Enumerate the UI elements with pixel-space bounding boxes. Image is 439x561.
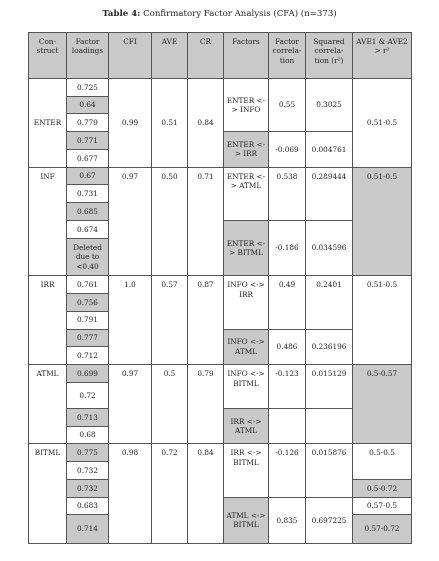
- correlation-cell: 0.49: [269, 276, 306, 329]
- loading-cell: 0.725: [67, 78, 109, 96]
- correlation-cell: 0.538: [269, 167, 306, 220]
- squared-correlation-cell: 0.2401: [306, 276, 353, 329]
- cfi-cell: 0.97: [109, 365, 152, 444]
- header-ave-comparison: AVE1 & AVE2 > r²: [353, 33, 412, 79]
- correlation-cell: 0.486: [269, 329, 306, 365]
- header-cr: CR: [188, 33, 224, 79]
- factors-cell: INFO <-> BITML: [224, 365, 269, 409]
- squared-correlation-cell: 0.015876: [306, 444, 353, 497]
- loading-cell: 0.756: [67, 294, 109, 312]
- header-construct: Con-struct: [29, 33, 67, 79]
- squared-correlation-cell: [306, 408, 353, 444]
- ave-comparison-cell: 0.5-0.72: [353, 479, 412, 497]
- ave-comparison-cell: 0.51-0.5: [353, 167, 412, 276]
- loading-cell: 0.771: [67, 132, 109, 150]
- header-cfi: CFI: [109, 33, 152, 79]
- construct-cell: IRR: [29, 276, 67, 365]
- cfi-cell: 1.0: [109, 276, 152, 365]
- cfi-cell: 0.99: [109, 78, 152, 167]
- ave-comparison-cell: 0.51-0.5: [353, 276, 412, 365]
- loading-cell: 0.761: [67, 276, 109, 294]
- loading-cell: 0.685: [67, 203, 109, 221]
- loading-cell: 0.674: [67, 220, 109, 238]
- table-row: [29, 276, 412, 294]
- caption-label: Table 4:: [102, 9, 141, 19]
- loading-cell: 0.683: [67, 497, 109, 515]
- ave-comparison-cell: 0.5-0.57: [353, 365, 412, 444]
- cr-cell: 0.84: [188, 444, 224, 544]
- factors-cell: INFO <-> ATML: [224, 329, 269, 365]
- correlation-cell: -0.069: [269, 132, 306, 168]
- loading-cell: 0.777: [67, 329, 109, 347]
- loading-cell: 0.699: [67, 365, 109, 383]
- ave-cell: 0.50: [152, 167, 188, 276]
- ave-comparison-cell: 0.57-0.5: [353, 497, 412, 515]
- header-ave: AVE: [152, 33, 188, 79]
- caption-text: Confirmatory Factor Analysis (CFA) (n=373): [143, 9, 337, 19]
- construct-cell: BITML: [29, 444, 67, 544]
- header-row: [29, 33, 412, 79]
- factors-cell: INFO <-> IRR: [224, 276, 269, 329]
- squared-correlation-cell: 0.697225: [306, 497, 353, 543]
- loading-cell: 0.677: [67, 149, 109, 167]
- factors-cell: ENTER <-> INFO: [224, 78, 269, 131]
- squared-correlation-cell: 0.236196: [306, 329, 353, 365]
- cr-cell: 0.71: [188, 167, 224, 276]
- ave-comparison-cell: 0.51-0.5: [353, 78, 412, 167]
- loading-cell: 0.714: [67, 515, 109, 544]
- factors-cell: ENTER <-> ATML: [224, 167, 269, 220]
- ave-cell: 0.72: [152, 444, 188, 544]
- correlation-cell: -0.123: [269, 365, 306, 409]
- table-row: [29, 444, 412, 462]
- correlation-cell: 0.835: [269, 497, 306, 543]
- construct-cell: INF: [29, 167, 67, 276]
- squared-correlation-cell: 0.015129: [306, 365, 353, 409]
- squared-correlation-cell: 0.289444: [306, 167, 353, 220]
- loading-cell: 0.712: [67, 347, 109, 365]
- factors-cell: IRR <-> BITML: [224, 444, 269, 497]
- header-factors: Factors: [224, 33, 269, 79]
- loading-cell: 0.731: [67, 185, 109, 203]
- table-row: [29, 365, 412, 383]
- loading-cell: 0.72: [67, 382, 109, 408]
- correlation-cell: [269, 408, 306, 444]
- squared-correlation-cell: 0.034596: [306, 220, 353, 275]
- loading-cell: 0.64: [67, 96, 109, 114]
- table-row: [29, 167, 412, 185]
- cfi-cell: 0.98: [109, 444, 152, 544]
- loading-cell: 0.67: [67, 167, 109, 185]
- loading-cell: Deleted due to <0.40: [67, 238, 109, 276]
- header-squared-correlation: Squared correla-tion (r²): [306, 33, 353, 79]
- header-factor-loadings: Factor loadings: [67, 33, 109, 79]
- cfi-cell: 0.97: [109, 167, 152, 276]
- correlation-cell: 0.55: [269, 78, 306, 131]
- ave-comparison-cell: 0.5-0.5: [353, 444, 412, 480]
- table-caption: [0, 9, 439, 19]
- construct-cell: ATML: [29, 365, 67, 444]
- squared-correlation-cell: 0.3025: [306, 78, 353, 131]
- loading-cell: 0.732: [67, 462, 109, 480]
- table-row: [29, 78, 412, 96]
- loading-cell: 0.779: [67, 114, 109, 132]
- correlation-cell: -0.126: [269, 444, 306, 497]
- factors-cell: ATML <-> BITML: [224, 497, 269, 543]
- loading-cell: 0.68: [67, 426, 109, 444]
- loading-cell: 0.732: [67, 479, 109, 497]
- ave-cell: 0.51: [152, 78, 188, 167]
- loading-cell: 0.775: [67, 444, 109, 462]
- ave-cell: 0.57: [152, 276, 188, 365]
- loading-cell: 0.713: [67, 408, 109, 426]
- construct-cell: ENTER: [29, 78, 67, 167]
- squared-correlation-cell: 0.004761: [306, 132, 353, 168]
- cr-cell: 0.79: [188, 365, 224, 444]
- ave-comparison-cell: 0.57-0.72: [353, 515, 412, 544]
- cr-cell: 0.84: [188, 78, 224, 167]
- correlation-cell: -0.186: [269, 220, 306, 275]
- cr-cell: 0.87: [188, 276, 224, 365]
- cfa-table: [28, 32, 412, 544]
- factors-cell: ENTER <-> IRR: [224, 132, 269, 168]
- ave-cell: 0.5: [152, 365, 188, 444]
- factors-cell: IRR <-> ATML: [224, 408, 269, 444]
- header-factor-correlation: Factor correla-tion: [269, 33, 306, 79]
- loading-cell: 0.791: [67, 311, 109, 329]
- factors-cell: ENTER <-> BITML: [224, 220, 269, 275]
